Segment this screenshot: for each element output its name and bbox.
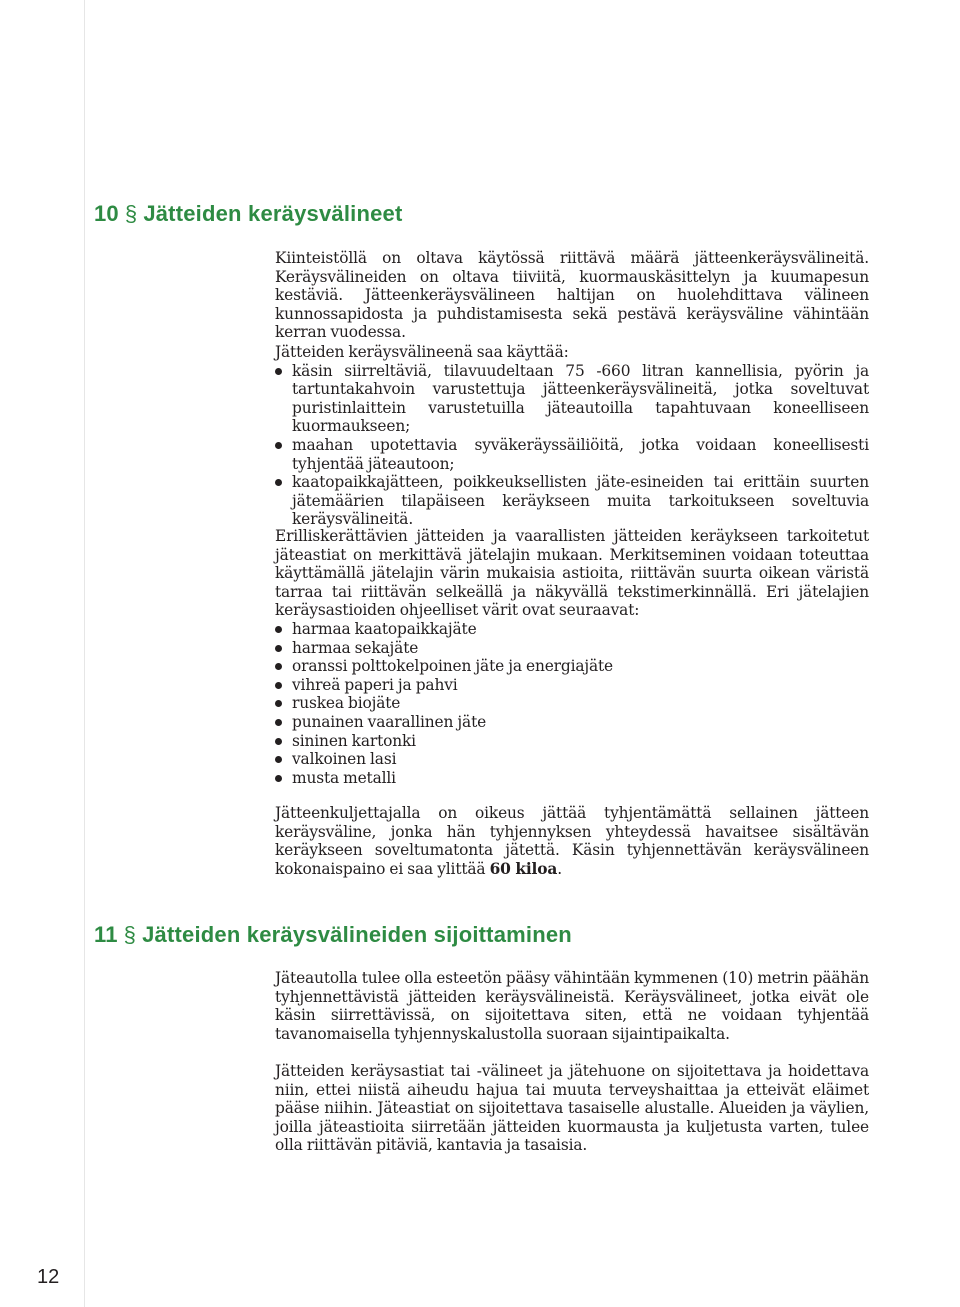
paragraph-text: Jätteiden keräysastiat tai -välineet ja jätehuone on sijoitettava ja hoidettava niin, ettei niistä aiheudu hajua tai muuta terveyshaittaa ja etteivät eläimet pääse niihin. Jäteastiat on sijoitettava tasaiselle alustalle. Alueiden ja väylien, joilla jäteastioita siirretään jätteiden kuormausta ja kuljetusta varten, tulee olla riittävän pitäviä, kantavia ja tasaisia. xyxy=(275,1062,869,1155)
list-item-text: maahan upotettavia syväkeräyssäiliöitä, jotka voidaan koneellisesti tyhjentää jäteautoon; xyxy=(292,435,869,473)
collection-means-list xyxy=(275,362,869,529)
list-item xyxy=(275,694,869,713)
list-item xyxy=(275,362,869,436)
list-item xyxy=(275,657,869,676)
list-item xyxy=(275,620,869,639)
paragraph-text-main: Jätteenkuljettajalla on oikeus jättää tyhjentämättä sellainen jätteen keräysväline, jonka hän tyhjennyksen yhteydessä havaitsee sisältävän keräykseen soveltumatonta jätettä. Käsin tyhjennettävän keräysvälineen kokonaispaino ei saa ylittää xyxy=(275,804,869,878)
bullet-icon xyxy=(275,479,282,486)
paragraph-end: . xyxy=(557,859,562,878)
list-item-text: käsin siirreltäviä, tilavuudeltaan 75 -660 litran kannellisia, pyörin ja tartuntakahvoin varustettuja jätteenkeräysvälineitä, jotka soveltuvat puristinlaittein varustetuilla jäteautoilla tapahtuvaan koneelliseen kuormaukseen; xyxy=(292,361,869,436)
weight-limit: 60 kiloa xyxy=(489,859,558,878)
list-item xyxy=(275,769,869,788)
list-item xyxy=(275,750,869,769)
list-item-text: ruskea biojäte xyxy=(292,694,401,713)
list-item xyxy=(275,676,869,695)
section-10-paragraph-2 xyxy=(275,343,869,529)
bullet-icon xyxy=(275,626,282,633)
bullet-icon xyxy=(275,756,282,763)
list-intro: Jätteiden keräysvälineenä saa käyttää: xyxy=(275,343,569,361)
list-item-text: kaatopaikkajätteen, poikkeuksellisten jäte-esineiden tai erittäin suurten jätemäärien tilapäiseen keräykseen muita tarkoitukseen soveltuvia keräysvälineitä. xyxy=(292,473,869,529)
section-11-heading xyxy=(94,922,572,948)
section-title: Jätteiden keräysvälineiden sijoittaminen xyxy=(142,922,572,947)
list-item-text: sininen kartonki xyxy=(292,731,416,750)
list-item-text: valkoinen lasi xyxy=(292,750,397,769)
page-number: 12 xyxy=(37,1266,60,1288)
bullet-icon xyxy=(275,700,282,707)
bullet-icon xyxy=(275,719,282,726)
section-11-paragraph-1 xyxy=(275,969,869,1043)
list-item-text: harmaa kaatopaikkajäte xyxy=(292,619,477,638)
paragraph-text: Erilliskerättävien jätteiden ja vaarallisten jätteiden keräykseen tarkoitetut jäteastiat on merkittävä jätelajin mukaan. Merkitseminen voidaan toteuttaa käyttämällä jätelajin värin mukaisia astioita, riittävän suurta oikean väristä tarraa tai riittävän selkeällä ja näkyvällä tekstimerkinnällä. Eri jätelajien keräysastioiden ohjeelliset värit ovat seuraavat: xyxy=(275,527,869,620)
list-item-text: musta metalli xyxy=(292,768,396,787)
paragraph-text: Kiinteistöllä on oltava käytössä riittävä määrä jätteenkeräysvälineitä. Keräysvälineiden on oltava tiiviitä, kuormauskäsittelyn ja kuumapesun kestäviä. Jätteenkeräysvälineen haltijan on huolehdittava välineen kunnossapidosta ja puhdistamisesta sekä pestävä keräysväline vähintään kerran vuodessa. xyxy=(275,249,869,342)
section-10-paragraph-3 xyxy=(275,527,869,787)
list-item xyxy=(275,473,869,529)
section-title: Jätteiden keräysvälineet xyxy=(143,201,403,226)
page-margin-bar xyxy=(0,0,85,1307)
section-number: 10 xyxy=(94,201,119,226)
paragraph-text: Jäteautolla tulee olla esteetön pääsy vähintään kymmenen (10) metrin päähän tyhjennettävistä jätteiden keräysvälineistä. Keräysvälineet, jotka eivät ole käsin siirrettävissä, on sijoitettava siten, että ne voidaan tyhjentää tavanomaisella tyhjennyskalustolla suoraan sijaintipaikalta. xyxy=(275,969,869,1043)
paragraph-text xyxy=(275,804,869,878)
list-item xyxy=(275,713,869,732)
section-10-heading xyxy=(94,201,402,227)
section-symbol: § xyxy=(123,922,137,947)
list-item xyxy=(275,732,869,751)
bullet-icon xyxy=(275,663,282,670)
bullet-icon xyxy=(275,738,282,745)
bin-colors-list xyxy=(275,620,869,787)
bullet-icon xyxy=(275,775,282,782)
section-10-paragraph-1 xyxy=(275,249,869,342)
bullet-icon xyxy=(275,645,282,652)
bullet-icon xyxy=(275,682,282,689)
list-item xyxy=(275,436,869,473)
section-number: 11 xyxy=(94,922,118,947)
bullet-icon xyxy=(275,442,282,449)
list-item xyxy=(275,639,869,658)
bullet-icon xyxy=(275,368,282,375)
section-symbol: § xyxy=(124,201,138,226)
list-item-text: vihreä paperi ja pahvi xyxy=(292,675,458,694)
list-item-text: harmaa sekajäte xyxy=(292,638,419,657)
section-11-paragraph-2 xyxy=(275,1062,869,1155)
list-item-text: oranssi polttokelpoinen jäte ja energiajäte xyxy=(292,657,614,676)
list-item-text: punainen vaarallinen jäte xyxy=(292,712,487,731)
section-10-paragraph-4 xyxy=(275,804,869,878)
